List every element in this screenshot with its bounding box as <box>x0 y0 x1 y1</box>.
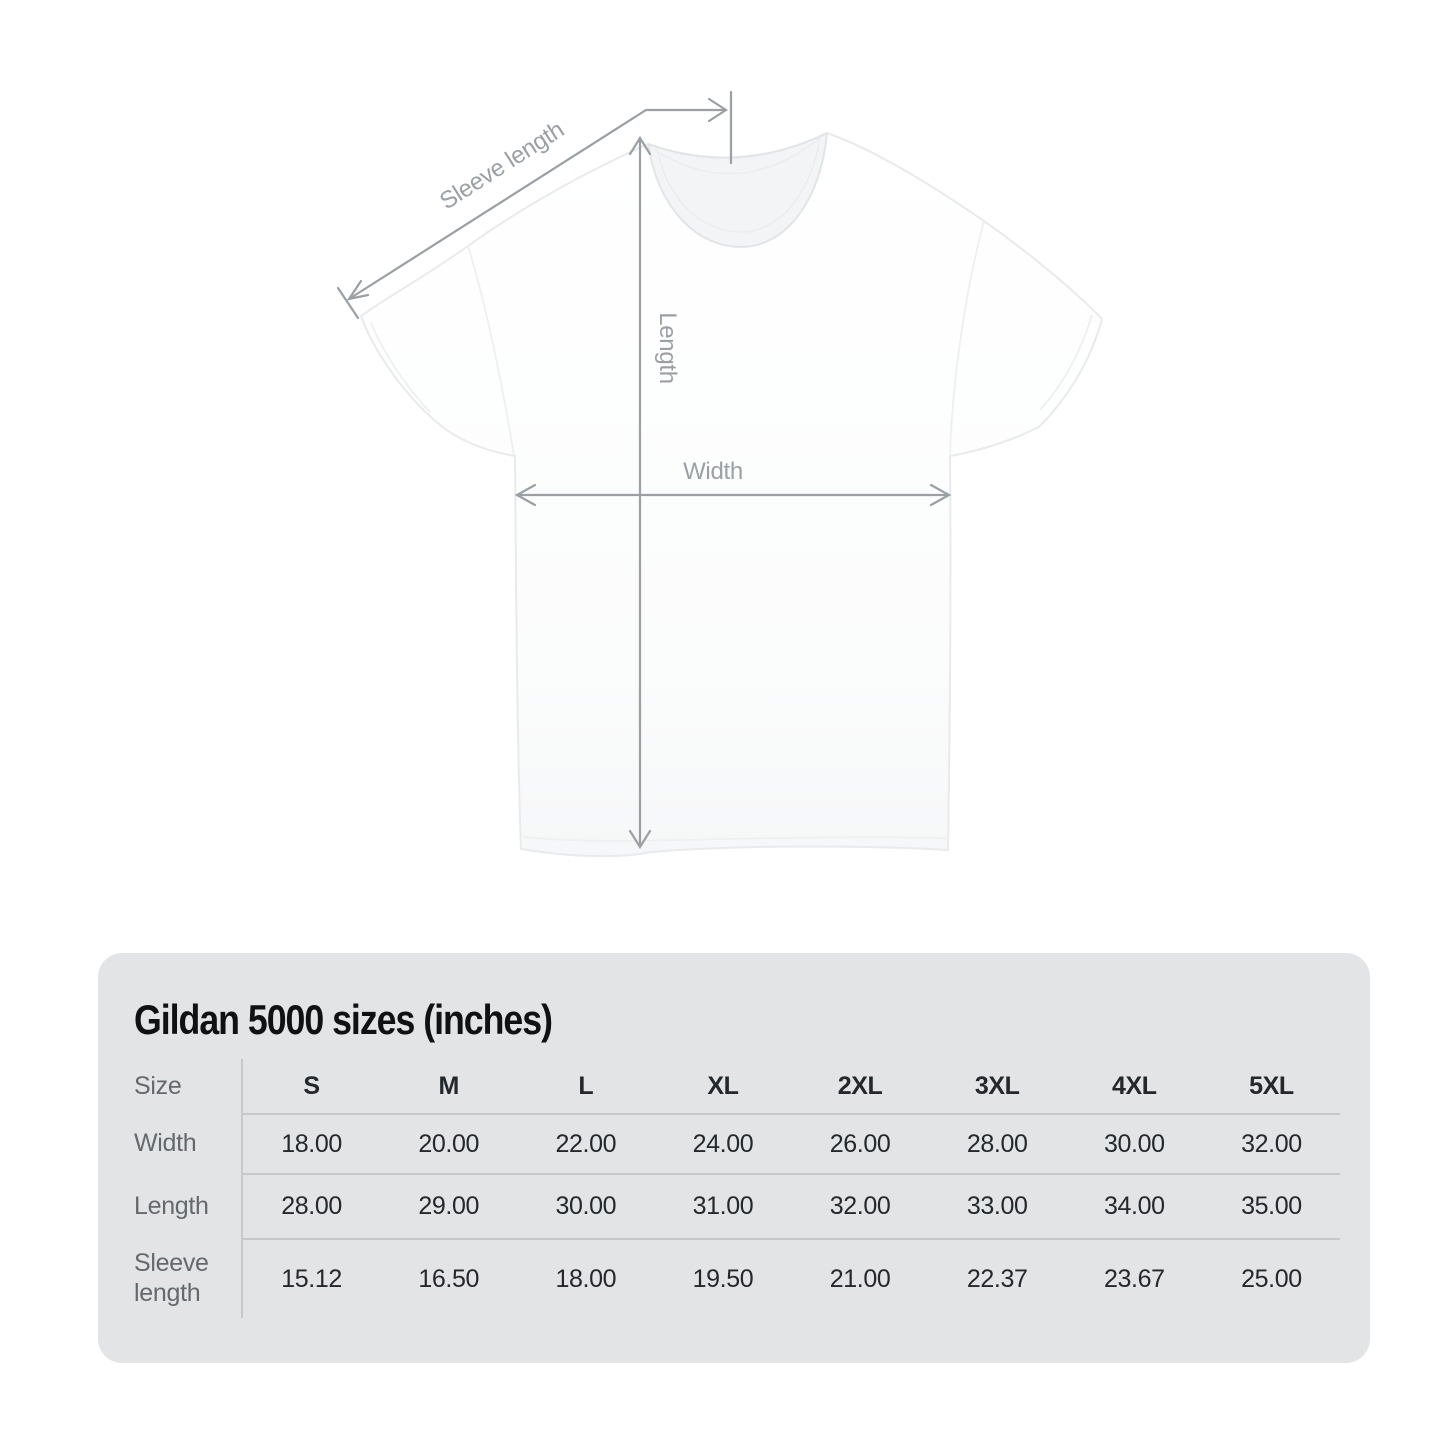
size-value-cell: 15.12 <box>281 1264 342 1293</box>
size-col-header: M <box>438 1071 459 1100</box>
size-chart-title: Gildan 5000 sizes (inches) <box>134 996 552 1043</box>
row-label: Length <box>134 1191 209 1220</box>
size-value-cell: 18.00 <box>281 1129 342 1158</box>
size-value-cell: 25.00 <box>1241 1264 1302 1293</box>
size-value-cell: 32.00 <box>829 1192 891 1221</box>
size-col-header: 2XL <box>837 1071 883 1100</box>
size-value-cell: 23.67 <box>1104 1264 1165 1293</box>
size-value-cell: 29.00 <box>418 1192 479 1221</box>
size-value-cell: 28.00 <box>281 1192 342 1221</box>
size-value-cell: 22.00 <box>555 1129 617 1158</box>
size-col-header: 5XL <box>1249 1071 1294 1100</box>
sleeve-length-label: Sleeve length <box>435 116 569 216</box>
size-value-cell: 31.00 <box>692 1192 754 1221</box>
width-label: Width <box>683 458 743 485</box>
size-table <box>134 1059 1370 1318</box>
size-col-header: 3XL <box>974 1071 1020 1100</box>
size-value-cell: 30.00 <box>555 1192 617 1221</box>
size-value-cell: 30.00 <box>1104 1129 1165 1158</box>
table-row-width <box>134 1113 1370 1173</box>
size-col-header: XL <box>707 1071 739 1100</box>
size-value-cell: 18.00 <box>555 1264 617 1293</box>
size-col-header: L <box>578 1071 594 1100</box>
row-values <box>241 1113 1340 1173</box>
size-value-cell: 21.00 <box>829 1264 891 1293</box>
size-value-cell: 26.00 <box>829 1129 891 1158</box>
size-value-cell: 35.00 <box>1241 1192 1302 1221</box>
size-chart-card <box>98 953 1370 1363</box>
row-header-label: Size <box>134 1072 182 1101</box>
size-value-cell: 22.37 <box>966 1264 1028 1293</box>
size-col-header: 4XL <box>1111 1071 1157 1100</box>
table-row-sleeve-length <box>134 1238 1370 1318</box>
row-values <box>241 1238 1340 1318</box>
row-label: Width <box>134 1129 197 1158</box>
size-value-cell: 28.00 <box>966 1129 1028 1158</box>
header-values <box>241 1059 1340 1113</box>
row-values <box>241 1173 1340 1238</box>
length-label: Length <box>654 312 681 384</box>
size-value-cell: 19.50 <box>692 1264 754 1293</box>
size-value-cell: 24.00 <box>692 1129 754 1158</box>
size-value-cell: 34.00 <box>1104 1192 1165 1221</box>
size-value-cell: 33.00 <box>966 1192 1028 1221</box>
size-value-cell: 32.00 <box>1241 1129 1302 1158</box>
table-row-length <box>134 1173 1370 1238</box>
row-label: Sleeve length <box>134 1249 209 1308</box>
size-col-header: S <box>303 1071 320 1100</box>
witness-tick-sleeve <box>338 288 358 318</box>
size-value-cell: 16.50 <box>418 1264 479 1293</box>
table-header-row <box>134 1059 1370 1113</box>
size-value-cell: 20.00 <box>418 1129 479 1158</box>
